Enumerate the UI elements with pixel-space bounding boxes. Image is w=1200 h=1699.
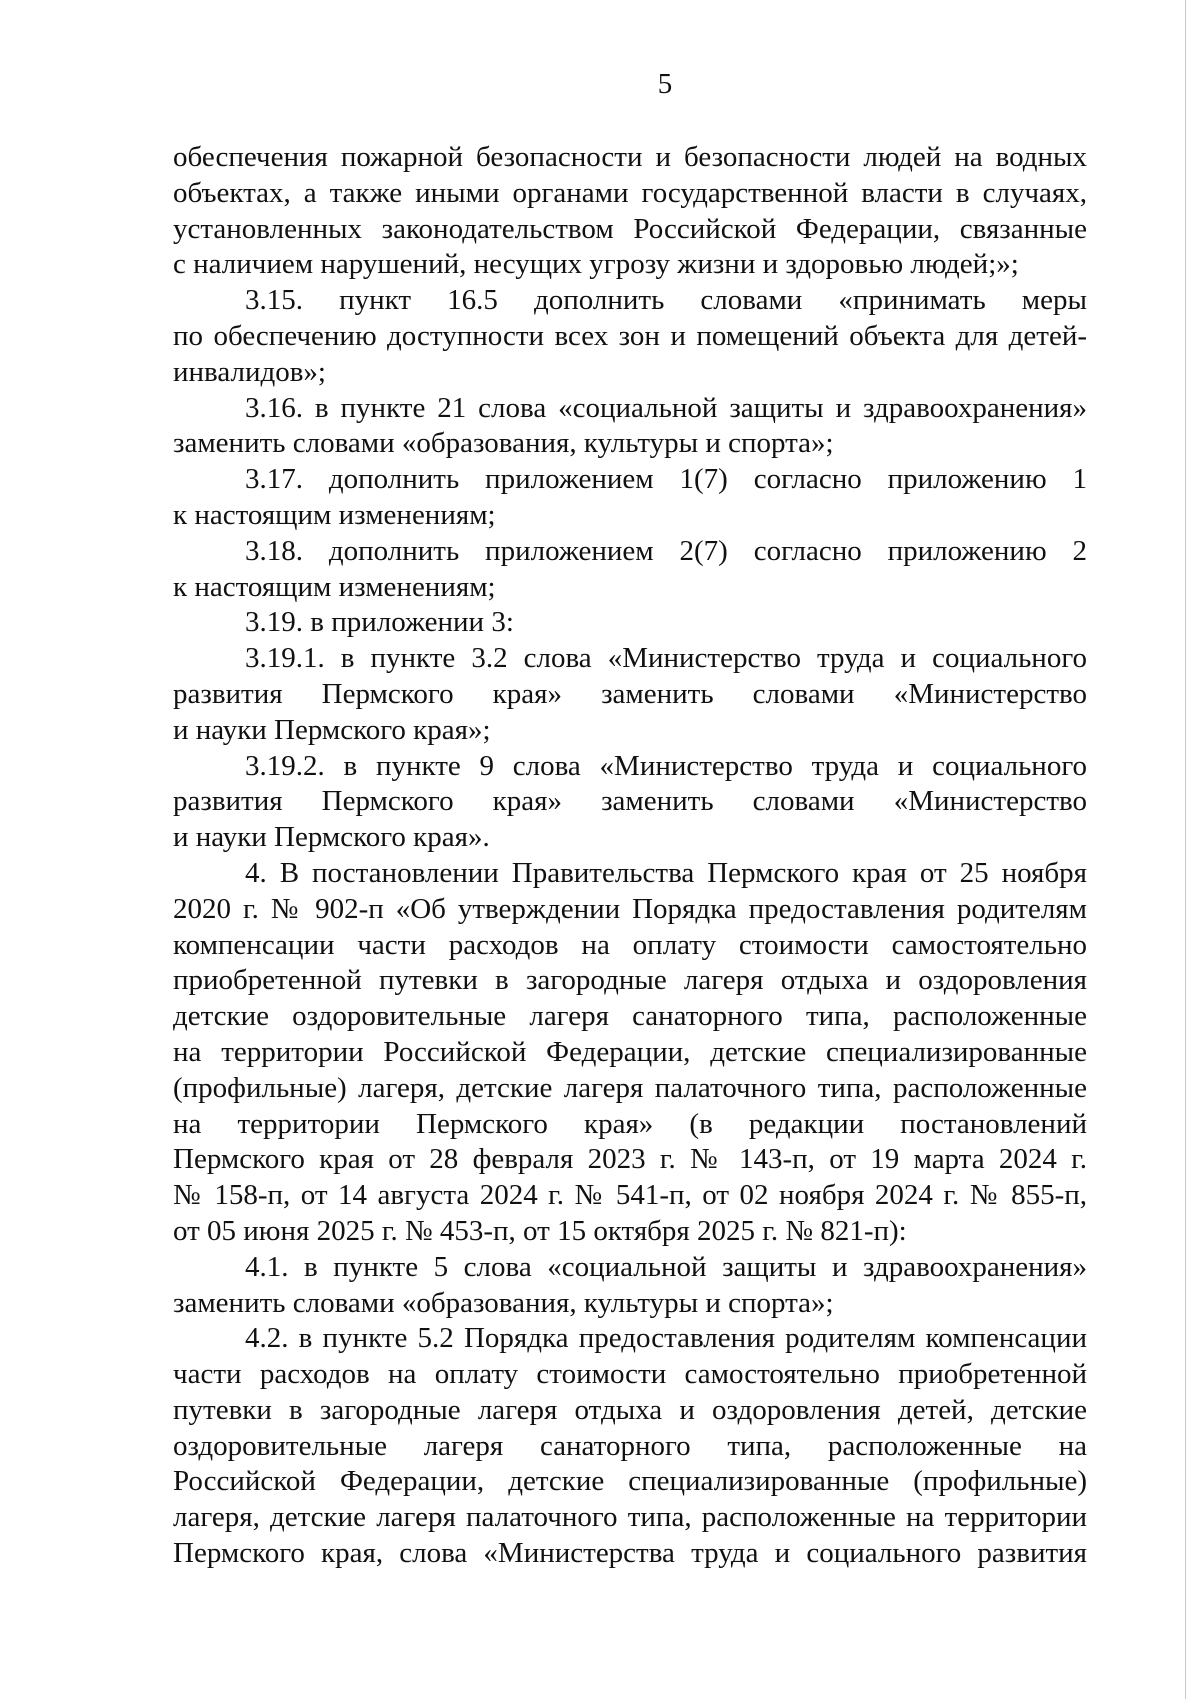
text-line: обеспечения пожарной безопасности и безопасности людей на водных [173,141,1087,173]
text-line: развития Пермского края» заменить словами «Министерство [173,677,1087,710]
text-line: с наличием нарушений, несущих угрозу жизни и здоровью людей;»; [173,248,1019,281]
text-line: 2020 г. № 902-п «Об утверждении Порядка предоставления родителям [173,892,1087,925]
text-line: 4. В постановлении Правительства Пермского края от 25 ноября [245,856,1087,889]
text-line: 3.17. дополнить приложением 1(7) согласно приложению 1 [245,463,1087,496]
text-line: компенсации части расходов на оплату стоимости самостоятельно [173,928,1087,961]
text-line: и науки Пермского края». [173,821,490,854]
text-line: 3.19.2. в пункте 9 слова «Министерство труда и социального [245,749,1087,782]
page-edge [1185,0,1186,1699]
text-line: на территории Пермского края» (в редакции постановлений [173,1107,1087,1140]
text-line: 3.19.1. в пункте 3.2 слова «Министерство труда и социального [245,642,1087,675]
document-body [173,140,1087,1572]
text-line: 3.16. в пункте 21 слова «социальной защиты и здравоохранения» [245,391,1087,424]
text-line: Пермского края, слова «Министерства труда и социального развития [173,1537,1087,1570]
text-line: путевки в загородные лагеря отдыха и оздоровления детей, детские [173,1393,1087,1426]
text-line: от 05 июня 2025 г. № 453-п, от 15 октября 2025 г. № 821-п): [173,1214,907,1247]
text-line: на территории Российской Федерации, детские специализированные [173,1035,1087,1068]
text-line: к настоящим изменениям; [173,498,496,531]
text-line: № 158-п, от 14 августа 2024 г. № 541-п, от 02 ноября 2024 г. № 855-п, [173,1179,1087,1212]
page-number: 5 [657,68,673,100]
text-line: лагеря, детские лагеря палаточного типа, расположенные на территории [173,1501,1087,1534]
text-line: объектах, а также иными органами государственной власти в случаях, [173,176,1087,209]
text-line: детские оздоровительные лагеря санаторного типа, расположенные [173,1000,1087,1033]
text-line: инвалидов»; [173,355,326,388]
text-line: 4.2. в пункте 5.2 Порядка предоставления родителям компенсации [245,1322,1087,1355]
text-line: по обеспечению доступности всех зон и помещений объекта для детей- [173,319,1087,352]
text-line: 3.18. дополнить приложением 2(7) согласно приложению 2 [245,534,1087,567]
text-line: развития Пермского края» заменить словами «Министерство [173,785,1087,818]
text-line: Российской Федерации, детские специализированные (профильные) [173,1465,1087,1498]
text-line: 3.19. в приложении 3: [245,606,514,639]
text-line: (профильные) лагеря, детские лагеря палаточного типа, расположенные [173,1071,1087,1104]
text-line: заменить словами «образования, культуры и спорта»; [173,1286,834,1319]
text-line: заменить словами «образования, культуры и спорта»; [173,427,834,460]
text-line: 4.1. в пункте 5 слова «социальной защиты и здравоохранения» [245,1250,1087,1283]
text-line: части расходов на оплату стоимости самостоятельно приобретенной [173,1358,1087,1391]
text-line: к настоящим изменениям; [173,570,496,603]
text-line: установленных законодательством Российской Федерации, связанные [173,212,1087,245]
text-line: 3.15. пункт 16.5 дополнить словами «принимать меры [245,284,1087,317]
text-line: Пермского края от 28 февраля 2023 г. № 143-п, от 19 марта 2024 г. [173,1143,1087,1176]
text-line: приобретенной путевки в загородные лагеря отдыха и оздоровления [173,964,1087,997]
text-line: и науки Пермского края»; [173,713,491,746]
text-line: оздоровительные лагеря санаторного типа, расположенные на [173,1429,1087,1462]
